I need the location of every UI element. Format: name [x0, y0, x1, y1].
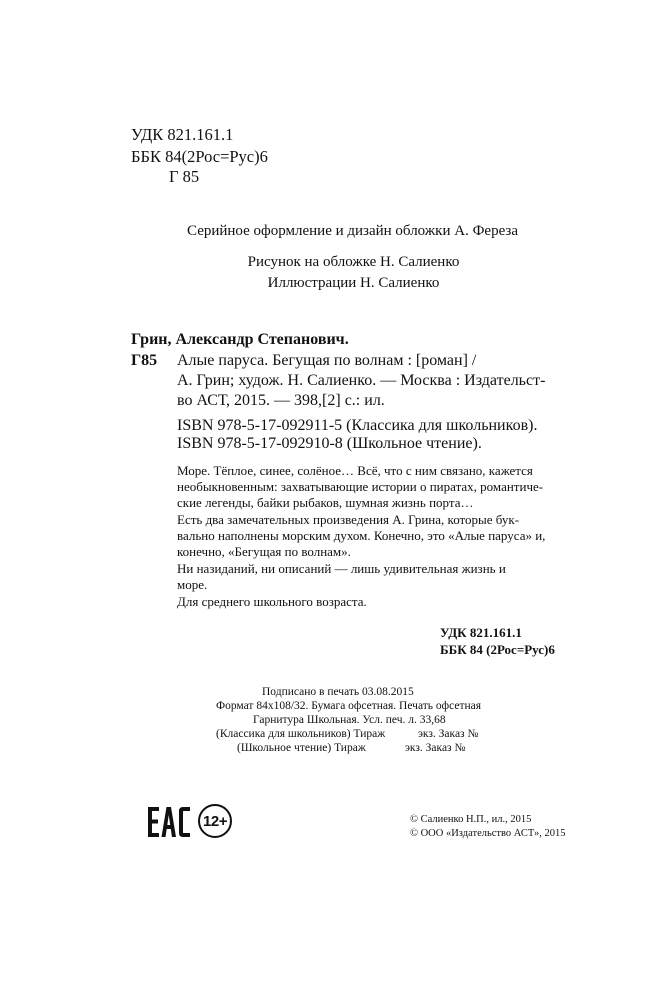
author-mark: Г 85 — [169, 167, 200, 186]
signed-to-print: Подписано в печать 03.08.2015 — [262, 686, 414, 698]
udk-code: УДК 821.161.1 — [131, 125, 234, 144]
copyright-publisher: © ООО «Издательство АСТ», 2015 — [410, 828, 566, 839]
eac-mark-graphic — [145, 804, 195, 840]
order-number-classics: экз. Заказ № — [418, 728, 479, 740]
isbn-line: ISBN 978-5-17-092910-8 (Школьное чтение). — [177, 435, 482, 452]
annotation-line: Море. Тёплое, синее, солёное… Всё, что с ним связано, кажется — [177, 463, 533, 478]
illustrations-credit: Иллюстрации Н. Салиенко — [267, 275, 440, 291]
bibliographic-mark: Г85 — [131, 352, 158, 369]
bibliographic-line: Алые паруса. Бегущая по волнам : [роман] / — [177, 352, 477, 369]
cover-drawing-credit: Рисунок на обложке Н. Салиенко — [247, 254, 460, 270]
copyright-illustrator: © Салиенко Н.П., ил., 2015 — [410, 814, 532, 825]
eac-conformity-mark — [145, 804, 195, 840]
annotation-line: ские легенды, байки рыбаков, шумная жизнь порта… — [177, 495, 474, 510]
bibliographic-line: во АСТ, 2015. — 398,[2] с.: ил. — [177, 392, 385, 409]
author-heading: Грин, Александр Степанович. — [131, 331, 349, 348]
series-design-credit: Серийное оформление и дизайн обложки А. Фереза — [187, 223, 518, 239]
bibliographic-line: А. Грин; худож. Н. Салиенко. — Москва : Издательст- — [177, 372, 546, 389]
format-line: Формат 84х108/32. Бумага офсетная. Печать офсетная — [216, 700, 482, 712]
order-number-school: экз. Заказ № — [405, 742, 466, 754]
udk-code-repeat: УДК 821.161.1 — [440, 625, 522, 640]
annotation-line: вально наполнены морским духом. Конечно, это «Алые паруса» и, — [177, 528, 546, 543]
print-run-school: (Школьное чтение) Тираж — [237, 742, 366, 754]
age-rating-label: 12+ — [203, 812, 227, 830]
bbk-code: ББК 84(2Рос=Рус)6 — [131, 147, 268, 166]
annotation-line: необыкновенным: захватывающие истории о пиратах, романтиче- — [177, 479, 544, 494]
annotation-line: Есть два замечательных произведения А. Грина, которые бук- — [177, 512, 520, 527]
print-run-classics: (Классика для школьников) Тираж — [216, 728, 386, 740]
isbn-line: ISBN 978-5-17-092911-5 (Классика для школьников). — [177, 417, 538, 434]
annotation-line: море. — [177, 577, 208, 592]
typeface-line: Гарнитура Школьная. Усл. печ. л. 33,68 — [253, 714, 446, 726]
annotation-line: конечно, «Бегущая по волнам». — [177, 544, 351, 559]
annotation-line: Ни назиданий, ни описаний — лишь удивительная жизнь и — [177, 561, 506, 576]
annotation-line: Для среднего школьного возраста. — [177, 594, 367, 609]
bbk-code-repeat: ББК 84 (2Рос=Рус)6 — [440, 642, 555, 657]
age-rating-badge — [198, 804, 232, 838]
